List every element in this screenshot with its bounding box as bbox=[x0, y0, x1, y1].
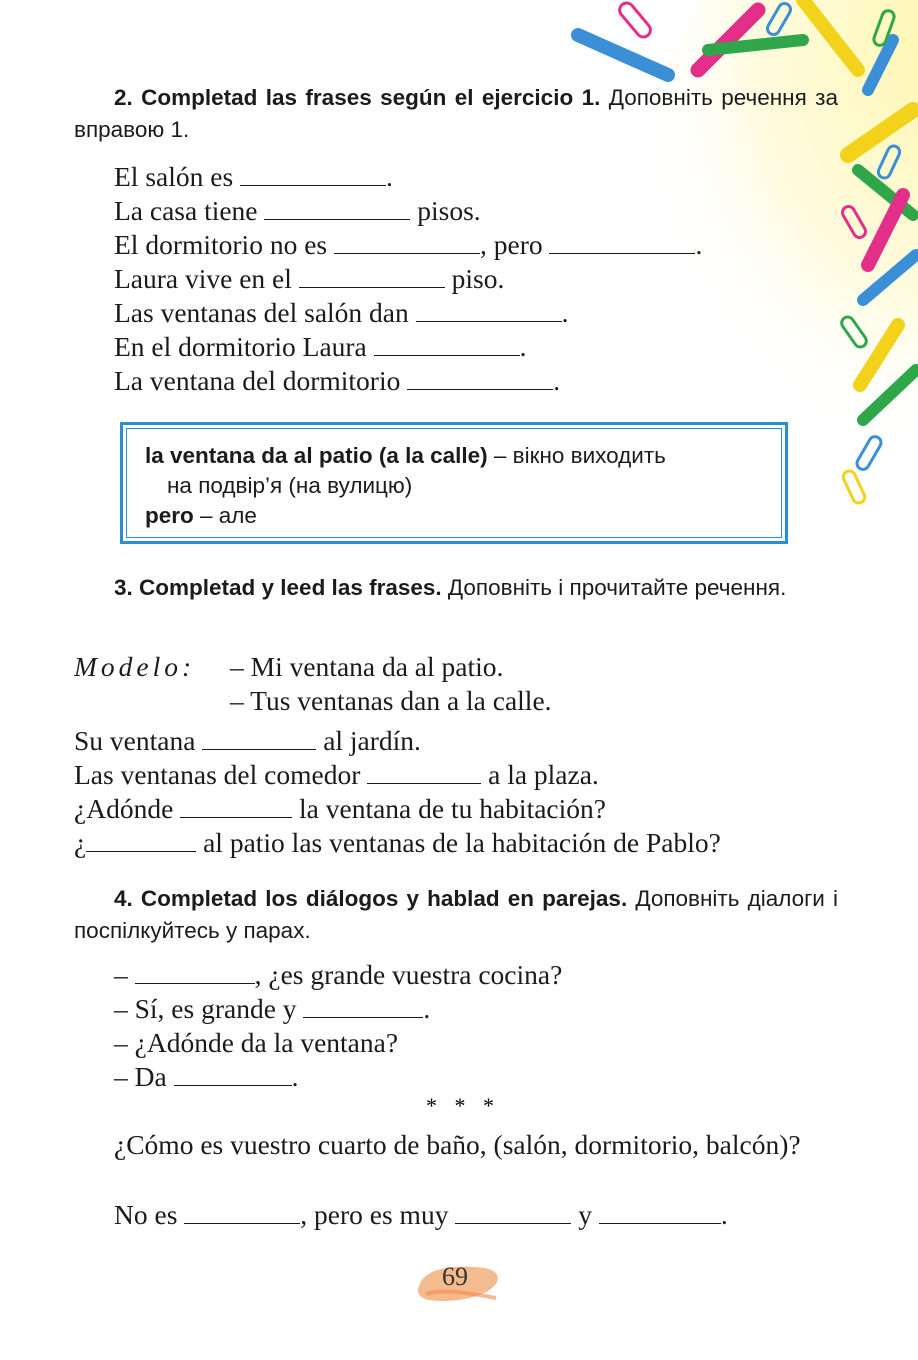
dialog-line-2: – Sí, es grande y . bbox=[114, 993, 431, 1024]
answer-blank[interactable] bbox=[180, 795, 292, 818]
ex3-sentence-1: Su ventana al jardín. bbox=[74, 725, 421, 756]
answer-blank[interactable] bbox=[174, 1063, 292, 1086]
answer-blank[interactable] bbox=[455, 1201, 571, 1224]
exercise-4-instruction-cont: діалоги і поспілкуйтесь у парах. bbox=[74, 886, 838, 943]
answer-blank[interactable] bbox=[86, 829, 196, 852]
answer-blank[interactable] bbox=[416, 299, 562, 322]
answer-blank[interactable] bbox=[202, 727, 316, 750]
ex2-sentence-6: En el dormitorio Laura . bbox=[114, 331, 527, 362]
exercise-2-heading bbox=[74, 82, 838, 146]
exercise-4-heading bbox=[74, 883, 838, 947]
ex3-sentence-3: ¿Adónde la ventana de tu habitación? bbox=[74, 793, 606, 824]
page-number: 69 bbox=[420, 1256, 500, 1302]
exercise-2-instruction: Доповніть bbox=[608, 85, 713, 110]
ex3-sentence-2: Las ventanas del comedor a la plaza. bbox=[74, 759, 599, 790]
vocab-line-3: pero – але bbox=[145, 503, 257, 528]
model-line-2: – Tus ventanas dan a la calle. bbox=[230, 685, 552, 716]
answer-blank[interactable] bbox=[264, 197, 410, 220]
answer-blank[interactable] bbox=[240, 163, 386, 186]
exercise-4-instruction: Доповніть bbox=[635, 886, 740, 911]
question-paragraph: ¿Cómo es vuestro cuarto de baño, (salón, dormitorio, balcón)? bbox=[114, 1129, 801, 1160]
ex2-sentence-4: Laura vive en el piso. bbox=[114, 263, 505, 294]
answer-blank[interactable] bbox=[299, 265, 445, 288]
dialog-line-4: – Da . bbox=[114, 1061, 299, 1092]
ex2-sentence-1: El salón es . bbox=[114, 161, 393, 192]
answer-blank[interactable] bbox=[303, 995, 423, 1018]
answer-blank[interactable] bbox=[374, 333, 520, 356]
exercise-2-title: 2. Completad las frases según el ejercicio 1. bbox=[114, 85, 601, 110]
dialog-line-3: – ¿Adónde da la ventana? bbox=[114, 1027, 399, 1058]
answer-blank[interactable] bbox=[549, 231, 695, 254]
exercise-3-heading bbox=[74, 572, 838, 604]
answer-blank[interactable] bbox=[599, 1201, 721, 1224]
ex3-sentence-4: ¿ al patio las ventanas de la habitación de Pablo? bbox=[74, 827, 721, 858]
answer-blank[interactable] bbox=[184, 1201, 300, 1224]
ex2-sentence-3: El dormitorio no es , pero . bbox=[114, 229, 703, 260]
exercise-3-instruction-cont: речення. bbox=[694, 575, 787, 600]
answer-blank[interactable] bbox=[135, 961, 255, 984]
exercise-3-title: 3. Completad y leed las frases. bbox=[114, 575, 442, 600]
answer-blank[interactable] bbox=[367, 761, 481, 784]
vocab-line-2: на подвір’я (на вулицю) bbox=[167, 473, 413, 498]
model-label: Modelo: bbox=[74, 651, 196, 682]
exercise-3-instruction: Доповніть і прочитайте bbox=[447, 575, 689, 600]
ex2-sentence-5: Las ventanas del salón dan . bbox=[114, 297, 569, 328]
model-line-1: – Mi ventana da al patio. bbox=[230, 651, 504, 682]
vocabulary-box bbox=[120, 422, 788, 544]
exercise-2-instruction-cont: речення за вправою 1. bbox=[74, 85, 838, 142]
ex2-sentence-2: La casa tiene pisos. bbox=[114, 195, 481, 226]
vocab-line-1: la ventana da al patio (a la calle) – вікно виходить bbox=[145, 443, 666, 468]
answer-blank[interactable] bbox=[407, 367, 553, 390]
ex2-sentence-7: La ventana del dormitorio . bbox=[114, 365, 561, 396]
answer-line: No es , pero es muy y . bbox=[114, 1199, 728, 1230]
dialog-line-1: – , ¿es grande vuestra cocina? bbox=[114, 959, 563, 990]
section-separator: * * * bbox=[426, 1093, 500, 1118]
exercise-4-title: 4. Completad los diálogos y hablad en parejas. bbox=[114, 886, 628, 911]
answer-blank[interactable] bbox=[334, 231, 480, 254]
